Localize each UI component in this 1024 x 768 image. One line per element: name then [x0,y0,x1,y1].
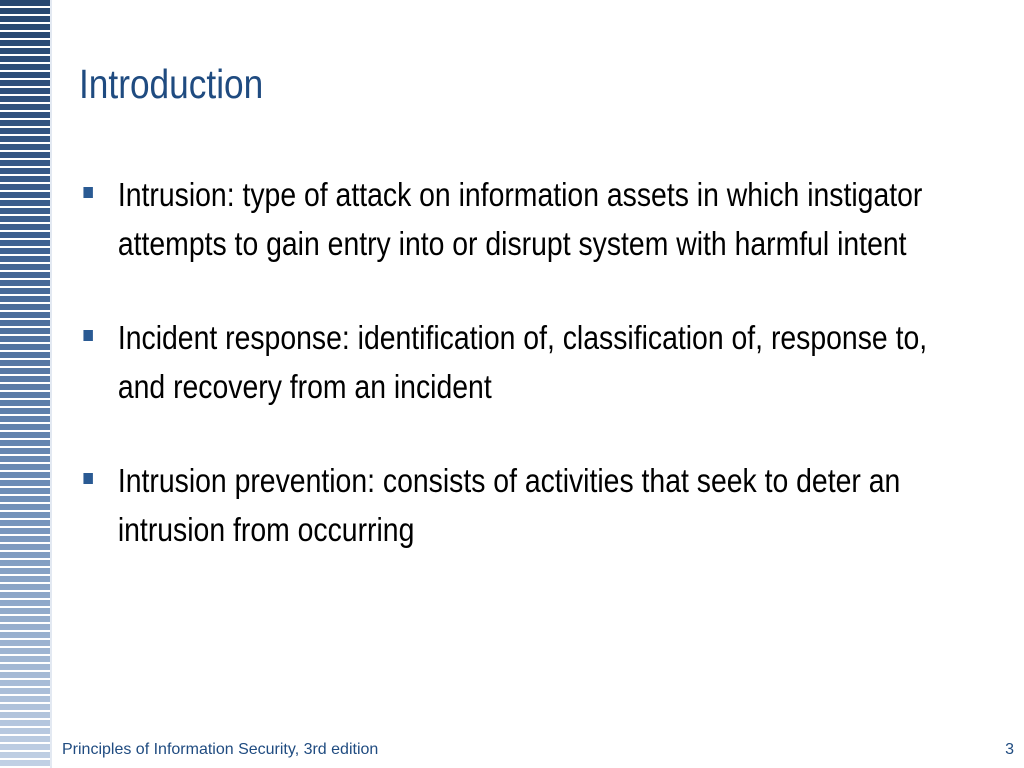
square-bullet-icon [83,330,92,341]
stripe-divider [50,0,52,768]
page-number: 3 [1005,741,1014,758]
bullet-text: Intrusion prevention: consists of activities that seek to deter an intrusion from occurring [117,462,901,548]
square-bullet-icon [83,187,92,198]
decorative-stripe-bar [0,0,50,768]
bullet-item [80,456,957,554]
slide-title: Introduction [79,61,264,107]
footer-source: Principles of Information Security, 3rd edition [62,741,379,758]
square-bullet-icon [83,473,92,484]
bullet-list [80,170,957,554]
bullet-item [80,313,957,411]
bullet-text: Incident response: identification of, classification of, response to, and recovery from an incident [117,319,928,405]
bullet-text: Intrusion: type of attack on information assets in which instigator attempts to gain entry into or disrupt system with harmful intent [117,176,923,262]
bullet-item [80,170,957,268]
